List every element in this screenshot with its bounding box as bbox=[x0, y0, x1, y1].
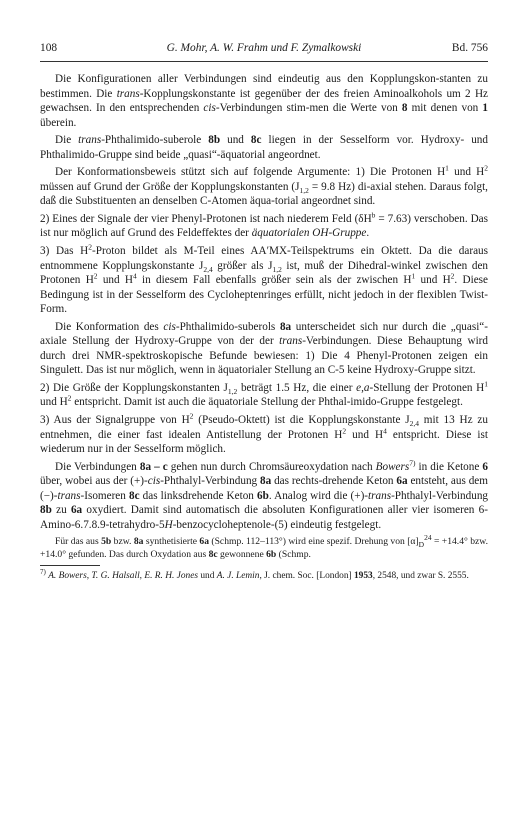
footnote-7: $^{7)}$ A. Bowers, T. G. Halsall, E. R. H. Jones und A. J. Lemin, J. chem. Soc. [London] 1953, 2548, und zwar S. 2555. bbox=[40, 568, 469, 582]
paragraph-proof-3: 3) Das $H^2$-Proton bildet als M-Teil eines AA′MX-Teilspektrums ein Oktett. Da die daraus entnommene Kopplungskonstante $J_{2,4}$ größer als $J_{1,2}$ ist, muß der Dihedral-winkel zwischen den Protonen $H^2$ und $H^4$ in diesem Fall ebenfalls größer sein als der zwischen $H^1$ und $H^2$. Diese Bedingung ist in der Sesselform des Cycloheptenringes erfüllt, nicht jedoch in der flexiblen Twist-Form. bbox=[40, 242, 489, 316]
footnote-rule bbox=[40, 565, 100, 566]
paragraph-cis-proof-2: 2) Die Größe der Kopplungskonstanten $J_{1,2}$ beträgt 1.5 Hz, die einer e,a-Stellung der Protonen $H^1$ und $H^2$ entspricht. Damit ist auch die äquatoriale Stellung der Phthal-imido-Gruppe festgelegt. bbox=[40, 379, 488, 409]
header-rule bbox=[40, 61, 488, 62]
paragraph-cis-proof-3: 3) Aus der Signalgruppe von $H^2$ (Pseudo-Oktett) ist die Kopplungskonstante $J_{2,4}$ mit 13 Hz zu entnehmen, die einer fast idealen Antistellung der Protonen $H^2$ und $H^4$ entspricht. Diese ist wiederum nur in der Sesselform möglich. bbox=[40, 411, 488, 456]
running-header bbox=[40, 40, 488, 56]
page-number: 108 bbox=[40, 42, 58, 54]
paragraph-configurations: Die Konfigurationen aller Verbindungen sind eindeutig aus den Kopplungskon-stanten zu bestimmen. Die trans-Kopplungskonstante ist gegenüber der des freien Aminoalkohols um 2 Hz gewachsen. In den entsprechenden cis-Verbindungen stim-men die Werte von 8 mit denen von 1 überein. bbox=[40, 73, 489, 129]
paragraph-oxidation: Die Verbindungen 8a – c gehen nun durch Chromsäureoxydation nach Bowers$^{7)}$ in die Ketone 6 über, wobei aus der (+)-cis-Phthalyl-Verbindung 8a das rechts-drehende Keton 6a entsteht, aus dem (−)-trans-Isomeren 8c das linksdrehende Keton 6b. Analog wird die (+)-trans-Phthalyl-Verbindung 8b zu 6a oxydiert. Damit sind automatisch die absoluten Konfigurationen aller vier isomeren 6-Amino-6.7.8.9-tetrahydro-5H-benzocycloheptenole-(5) eindeutig festgelegt. bbox=[40, 457, 489, 531]
paragraph-proof-2: 2) Eines der Signale der vier Phenyl-Protonen ist nach niederem Feld $(\delta H^b = 7.63)$ verschoben. Das ist nur möglich auf Grund des Feldeffektes der äquatorialen OH-Gruppe. bbox=[40, 210, 488, 240]
paragraph-proof-1: Der Konformationsbeweis stützt sich auf folgende Argumente: 1) Die Protonen $H^1$ und $H^2$ müssen auf Grund der Größe der Kopplungskonstanten ($J_{1,2} = 9.8$ Hz) di-axial stehen. Daraus folgt, daß die Substituenten an denselben C-Atomen äqua-torial angeordnet sind. bbox=[40, 163, 488, 208]
paragraph-cis-conformation: Die Konformation des cis-Phthalimido-suberols 8a unterscheidet sich nur durch die „quasi“-axiale Stellung der Hydroxy-Gruppe von der der trans-Verbindungen. Diese Behauptung wird durch drei NMR-spektroskopische Befunde bewiesen: 1) Die 4 Phenyl-Protonen zeigen ein Singulett. Das ist nur möglich, wenn in äquatorialer Stellung an C-5 keine Hydroxy-Gruppe sitzt. bbox=[40, 320, 489, 377]
small-print-rotation: Für das aus 5b bzw. 8a synthetisierte 6a (Schmp. 112–113°) wird eine spezif. Drehung von $[\alpha]_D^{24} = +14.4^\circ$ bzw. +14.0° gefunden. Das durch Oxydation aus 8c gewonnene 6b (Schmp. bbox=[40, 533, 488, 561]
paragraph-chair-form: Die trans-Phthalimido-suberole 8b und 8c liegen in der Sesselform vor. Hydroxy- und Phthalimido-Gruppe sind beide „quasi“-äquatorial angeordnet. bbox=[40, 134, 488, 161]
article-body bbox=[40, 72, 488, 586]
volume-label: Bd. 756 bbox=[451, 42, 488, 54]
running-authors: G. Mohr, A. W. Frahm und F. Zymalkowski bbox=[166, 42, 362, 54]
